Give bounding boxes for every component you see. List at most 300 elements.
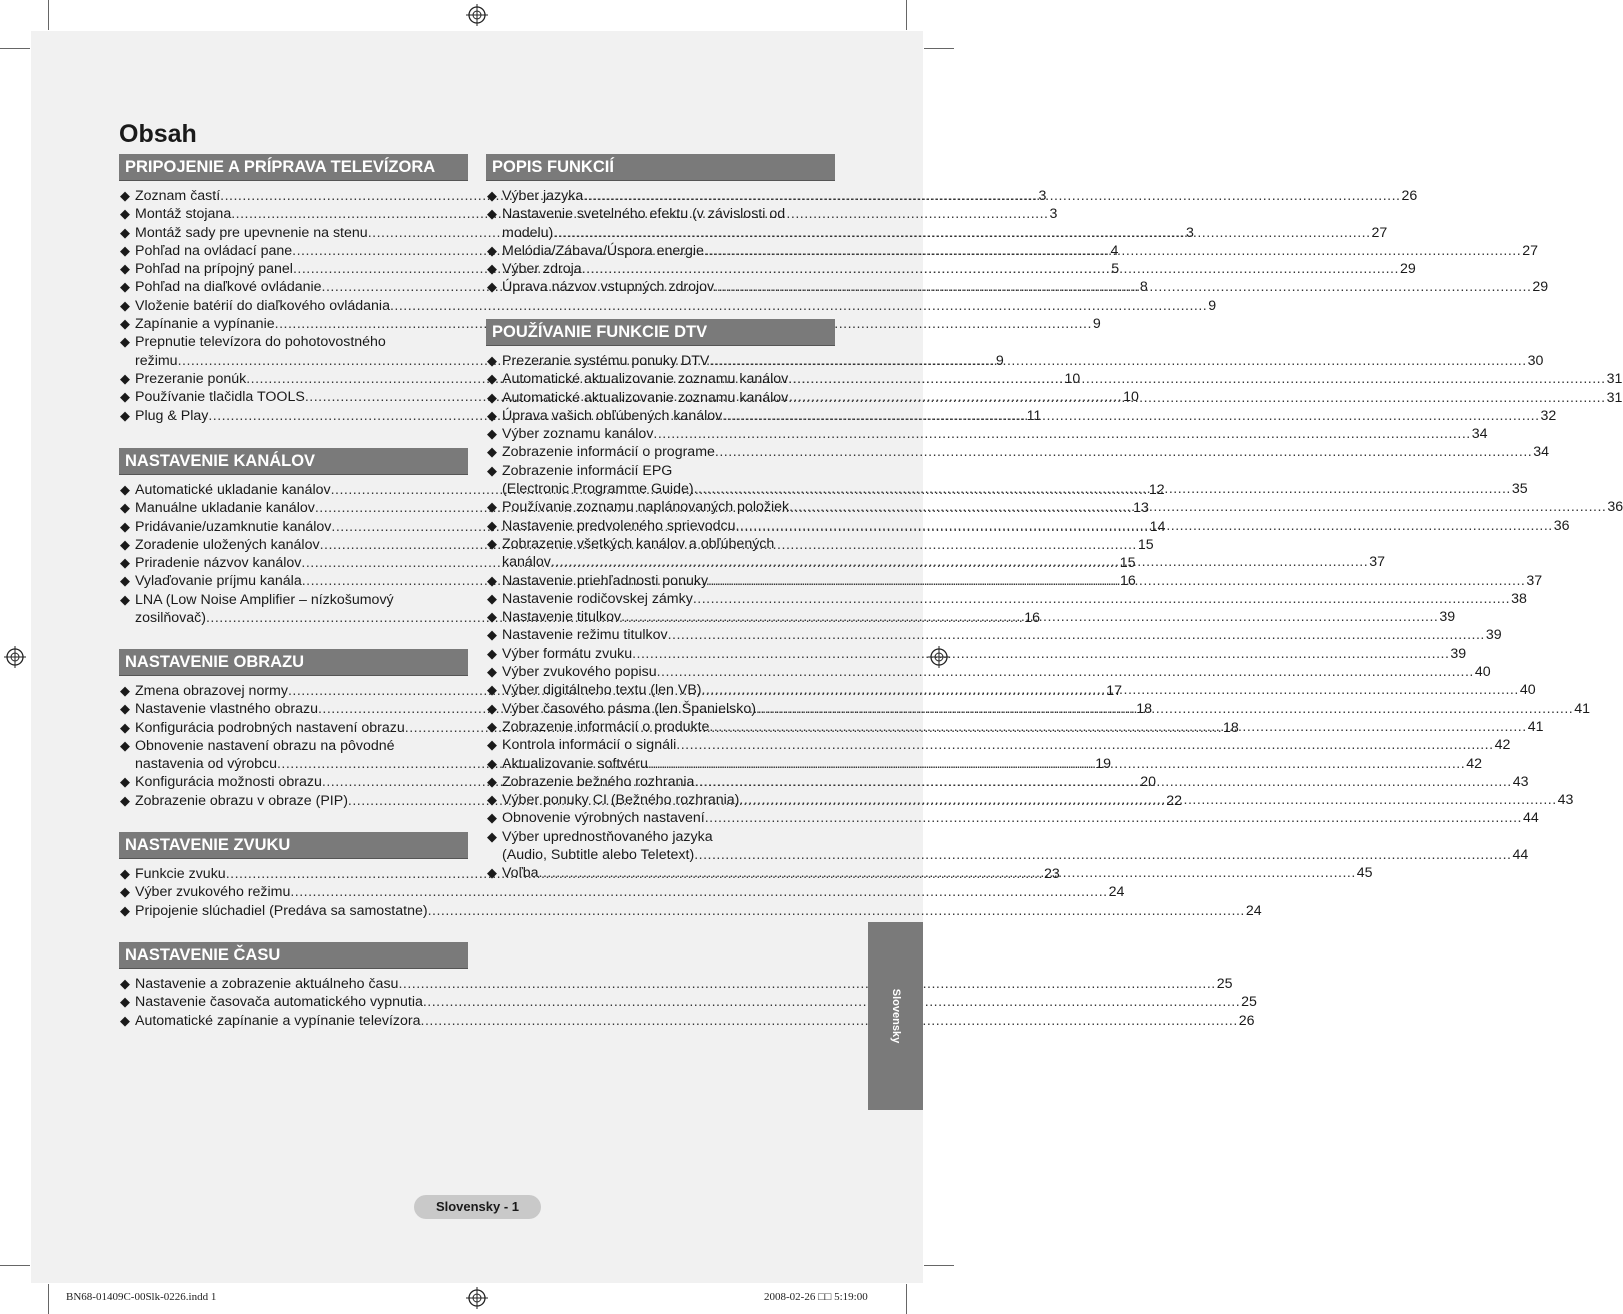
diamond-bullet-icon: ◆	[120, 884, 130, 900]
diamond-bullet-icon: ◆	[120, 591, 130, 607]
diamond-bullet-icon: ◆	[487, 188, 497, 203]
toc-entry-text: Výber digitálneho textu (len VB)	[502, 682, 702, 699]
toc-page-number: 43	[1557, 792, 1574, 809]
diamond-bullet-icon: ◆	[487, 664, 497, 680]
leader-dots	[551, 553, 1368, 571]
leader-dots	[653, 425, 1470, 443]
diamond-bullet-icon: ◆	[120, 334, 130, 350]
page-title: Obsah	[119, 120, 197, 148]
crop-mark	[906, 0, 907, 30]
toc-entry-text: Vloženie batérií do diaľkového ovládania	[135, 297, 390, 314]
diamond-bullet-icon: ◆	[120, 389, 130, 405]
toc-entry-text: Pohľad na diaľkové ovládanie	[135, 279, 322, 296]
leader-dots	[693, 590, 1510, 608]
toc-entry-line	[502, 260, 1416, 278]
leader-dots	[676, 736, 1493, 754]
toc-entry-line	[502, 425, 1488, 443]
side-tab-label: Slovensky	[889, 988, 902, 1044]
diamond-bullet-icon: ◆	[487, 682, 497, 698]
toc-entry[interactable]	[486, 626, 1502, 644]
diamond-bullet-icon: ◆	[120, 774, 130, 790]
diamond-bullet-icon: ◆	[487, 773, 497, 789]
toc-entry-text: Nastavenie a zobrazenie aktuálneho času	[135, 976, 399, 992]
toc-page-number: 16	[1120, 573, 1136, 590]
leader-dots	[788, 370, 1605, 388]
toc-entry-text: Úprava názvov vstupných zdrojov	[502, 279, 715, 296]
diamond-bullet-icon: ◆	[120, 316, 130, 332]
toc-page-number: 39	[1439, 609, 1456, 626]
toc-page-number: 37	[1369, 554, 1385, 571]
toc-entry-text: (Audio, Subtitle alebo Teletext)	[502, 847, 695, 864]
diamond-bullet-icon: ◆	[487, 517, 497, 533]
toc-entry-text: Nastavenie režimu titulkov	[502, 627, 668, 644]
toc-entry[interactable]	[486, 278, 1549, 296]
toc-entry[interactable]	[486, 242, 1538, 260]
diamond-bullet-icon: ◆	[487, 206, 497, 222]
diamond-bullet-icon: ◆	[120, 902, 130, 918]
leader-dots	[553, 224, 1370, 242]
toc-entry-text: Prezeranie ponúk	[135, 370, 247, 387]
toc-page-number: 34	[1533, 444, 1549, 461]
toc-page-number: 15	[1119, 555, 1136, 572]
toc-page-number: 31	[1606, 389, 1623, 406]
toc-page-number: 24	[1245, 902, 1262, 919]
toc-entry-text: Obnovenie nastavení obrazu na pôvodné	[135, 737, 395, 754]
toc-page-number: 5	[1111, 261, 1120, 278]
toc-page-number: 27	[1371, 224, 1388, 241]
toc-page-number: 12	[1148, 482, 1165, 498]
toc-page-number: 18	[1136, 701, 1153, 718]
section-heading: NASTAVENIE ZVUKU	[119, 832, 468, 859]
diamond-bullet-icon: ◆	[120, 518, 130, 534]
section-heading: POUŽÍVANIE FUNKCIE DTV	[486, 319, 835, 346]
toc-entry-line	[135, 297, 1217, 315]
leader-dots	[694, 480, 1511, 498]
toc-entry[interactable]	[119, 1012, 1255, 1030]
toc-page-number: 22	[1166, 792, 1182, 809]
leader-dots	[739, 791, 1556, 809]
toc-entry-line	[502, 187, 1418, 205]
toc-entry-text: zosilňovač)	[135, 610, 206, 627]
diamond-bullet-icon: ◆	[487, 426, 497, 442]
toc-page-number: 9	[1092, 316, 1101, 333]
registration-mark-icon	[466, 4, 488, 26]
toc-entry[interactable]	[486, 590, 1527, 608]
toc-entry-text: Automatické ukladanie kanálov	[135, 482, 331, 498]
diamond-bullet-icon: ◆	[487, 407, 497, 423]
toc-page-number: 39	[1485, 627, 1502, 644]
toc-entry-text: Výber uprednostňovaného jazyka	[502, 828, 713, 845]
toc-entry-text: Pohľad na ovládací pane	[135, 242, 293, 259]
diamond-bullet-icon: ◆	[120, 261, 130, 277]
toc-entry-line	[502, 663, 1491, 681]
toc-entry-text: LNA (Low Noise Amplifier – nízkošumový	[135, 591, 394, 608]
toc-page-number: 20	[1140, 774, 1156, 791]
diamond-bullet-icon: ◆	[120, 555, 130, 571]
toc-entry-text: Výber zvukového režimu	[135, 884, 291, 901]
toc-entry[interactable]	[119, 975, 1233, 993]
toc-entry-text: Nastavenie predvoleného sprievodcu	[502, 517, 736, 534]
toc-entry-line	[135, 975, 1233, 993]
toc-entry-line	[502, 224, 1388, 242]
section-heading: POPIS FUNKCIÍ	[486, 154, 835, 181]
toc-entry[interactable]	[486, 205, 1388, 242]
diamond-bullet-icon: ◆	[487, 371, 497, 387]
toc-entry-text: Zobrazenie obrazu v obraze (PIP)	[135, 792, 348, 809]
toc-page-number: 19	[1095, 756, 1112, 773]
diamond-bullet-icon: ◆	[487, 353, 497, 368]
toc-page-number: 45	[1356, 865, 1373, 882]
toc-entry-text: Výber časového pásma (len Španielsko)	[502, 700, 756, 717]
leader-dots	[290, 883, 1107, 901]
toc-entry-text: Nastavenie svetelného efektu (v závislosti od	[502, 206, 786, 223]
diamond-bullet-icon: ◆	[487, 810, 497, 826]
crop-mark	[48, 1284, 49, 1314]
diamond-bullet-icon: ◆	[120, 536, 130, 552]
diamond-bullet-icon: ◆	[487, 609, 497, 625]
toc-page-number: 44	[1512, 847, 1529, 864]
leader-dots	[648, 755, 1465, 773]
diamond-bullet-icon: ◆	[120, 482, 130, 497]
print-datetime-info: 2008-02-26 □□ 5:19:00	[764, 1291, 868, 1303]
leader-dots	[709, 352, 1526, 370]
leader-dots	[390, 297, 1207, 315]
leader-dots	[694, 773, 1511, 791]
toc-entry-text: Používanie tlačidla TOOLS	[135, 389, 305, 406]
diamond-bullet-icon: ◆	[120, 792, 130, 808]
diamond-bullet-icon: ◆	[120, 407, 130, 423]
toc-entry-line	[502, 645, 1467, 663]
toc-entry-text: Melódia/Zábava/Úspora energie	[502, 242, 704, 259]
toc-entry-text: Pohľad na prípojný panel	[135, 261, 293, 278]
diamond-bullet-icon: ◆	[487, 700, 497, 716]
toc-entry-line	[135, 883, 1125, 901]
toc-page-number: 29	[1399, 261, 1416, 278]
toc-entry-text: Zobrazenie informácií o programe	[502, 444, 715, 461]
toc-entry-text: Aktualizovanie softvéru	[502, 755, 648, 772]
toc-page-number: 29	[1532, 279, 1549, 296]
diamond-bullet-icon: ◆	[487, 535, 497, 551]
toc-entry-text: (Electronic Programme Guide)	[502, 481, 694, 498]
leader-dots	[582, 260, 1399, 278]
toc-entry-line	[135, 554, 1136, 572]
toc-entry-text: Funkcie zvuku	[135, 866, 226, 882]
toc-entry-text: Prepnutie televízora do pohotovostného	[135, 334, 386, 351]
leader-dots	[621, 608, 1438, 626]
toc-page-number: 26	[1238, 1012, 1255, 1029]
crop-mark	[924, 1265, 954, 1266]
leader-dots	[709, 718, 1526, 736]
section-heading: PRIPOJENIE A PRÍPRAVA TELEVÍZORA	[119, 154, 468, 181]
diamond-bullet-icon: ◆	[120, 994, 130, 1010]
toc-entry-text: Zoznam častí	[135, 188, 221, 204]
toc-entry-text: Automatické aktualizovanie zoznamu kanálov	[502, 389, 789, 406]
toc-entry-text: nastavenia od výrobcu	[135, 756, 277, 773]
section-popis-funkcii	[486, 154, 1549, 297]
toc-entry[interactable]	[119, 554, 1136, 572]
toc-page-number: 9	[995, 352, 1004, 369]
leader-dots	[704, 242, 1521, 260]
diamond-bullet-icon: ◆	[487, 444, 497, 460]
diamond-bullet-icon: ◆	[120, 224, 130, 240]
toc-entry-text: modelu)	[502, 224, 554, 241]
toc-entry[interactable]	[119, 883, 1125, 901]
toc-entry-line	[135, 993, 1257, 1011]
toc-entry[interactable]	[486, 260, 1416, 278]
section-heading: NASTAVENIE KANÁLOV	[119, 448, 468, 475]
diamond-bullet-icon: ◆	[487, 865, 497, 881]
toc-entry-text: Zoradenie uložených kanálov	[135, 536, 320, 553]
leader-dots	[583, 187, 1400, 205]
toc-entry-text: Obnovenie výrobných nastavení	[502, 810, 705, 827]
toc-entry[interactable]	[486, 736, 1511, 754]
toc-entry-text: Nastavenie vlastného obrazu	[135, 701, 318, 718]
toc-entry-line	[502, 242, 1538, 260]
diamond-bullet-icon: ◆	[120, 297, 130, 313]
toc-page-number: 25	[1241, 994, 1257, 1011]
toc-entry-text: Konfigurácia podrobných nastavení obrazu	[135, 719, 405, 736]
toc-entry-line	[502, 590, 1527, 608]
leader-dots	[428, 902, 1245, 920]
toc-page-number: 44	[1522, 810, 1539, 827]
diamond-bullet-icon: ◆	[487, 627, 497, 643]
crop-mark	[0, 48, 30, 49]
toc-page-number: 43	[1512, 773, 1529, 790]
diamond-bullet-icon: ◆	[120, 500, 130, 516]
toc-entry-text: Zapínanie a vypínanie	[135, 316, 275, 333]
diamond-bullet-icon: ◆	[487, 755, 497, 771]
diamond-bullet-icon: ◆	[487, 389, 497, 405]
leader-dots	[788, 389, 1605, 407]
toc-entry-text: Zobrazenie bežného rozhrania	[502, 773, 695, 790]
toc-entry-text: Montáž sady pre upevnenie na stenu	[135, 224, 368, 241]
leader-dots	[756, 700, 1573, 718]
toc-entry-text: Plug & Play	[135, 407, 209, 424]
toc-entry-text: Pripojenie slúchadiel (Predáva sa samostatne)	[135, 902, 428, 919]
toc-entry-line	[502, 352, 1544, 370]
leader-dots	[423, 993, 1240, 1011]
toc-entry-line	[135, 902, 1262, 920]
toc-entry-line	[502, 443, 1549, 461]
toc-entry-text: Úprava vašich obľúbených kanálov	[502, 407, 723, 424]
toc-page-number: 41	[1574, 700, 1590, 717]
toc-page-number: 3	[1185, 224, 1194, 241]
toc-page-number: 40	[1474, 664, 1491, 681]
diamond-bullet-icon: ◆	[487, 462, 497, 478]
toc-entry-text: Zmena obrazovej normy	[135, 683, 288, 699]
toc-entry-text: Kontrola informácií o signáli	[502, 737, 677, 754]
print-file-info: BN68-01409C-00Slk-0226.indd 1	[66, 1291, 217, 1303]
toc-entry-text: Nastavenie časovača automatického vypnutia	[135, 994, 423, 1011]
toc-entry-text: Nastavenie priehľadnosti ponuky	[502, 572, 709, 589]
toc-entry-text: Prezeranie systému ponuky DTV	[502, 353, 710, 369]
toc-page-number: 37	[1526, 572, 1543, 589]
section-heading: NASTAVENIE ČASU	[119, 942, 468, 969]
diamond-bullet-icon: ◆	[120, 573, 130, 589]
toc-page-number: 40	[1519, 682, 1536, 699]
toc-page-number: 24	[1108, 884, 1125, 901]
toc-page-number: 18	[1223, 719, 1239, 736]
diamond-bullet-icon: ◆	[120, 1012, 130, 1028]
toc-entry-text: Vylaďovanie príjmu kanála	[135, 573, 302, 590]
leader-dots	[722, 407, 1539, 425]
toc-entry-line	[502, 626, 1502, 644]
leader-dots	[735, 517, 1552, 535]
toc-page-number: 42	[1466, 755, 1482, 772]
toc-page-number: 17	[1106, 683, 1123, 699]
toc-page-number: 10	[1064, 370, 1081, 387]
toc-page-number: 3	[1049, 206, 1058, 223]
toc-entry-text: Výber zvukového popisu	[502, 664, 657, 681]
toc-entry-text: Konfigurácia možnosti obrazu	[135, 774, 322, 791]
diamond-bullet-icon: ◆	[487, 242, 497, 258]
leader-dots	[715, 443, 1532, 461]
toc-entry-line	[502, 736, 1511, 754]
diamond-bullet-icon: ◆	[120, 206, 130, 222]
diamond-bullet-icon: ◆	[487, 792, 497, 808]
toc-page-number: 32	[1540, 407, 1557, 424]
toc-entry-text: Pridávanie/uzamknutie kanálov	[135, 518, 332, 535]
toc-page-number: 25	[1216, 976, 1233, 992]
diamond-bullet-icon: ◆	[120, 701, 130, 717]
diamond-bullet-icon: ◆	[487, 499, 497, 515]
toc-entry-line	[502, 278, 1549, 296]
toc-entry[interactable]	[486, 443, 1549, 461]
diamond-bullet-icon: ◆	[120, 719, 130, 735]
toc-entry-text: Montáž stojana	[135, 206, 232, 223]
toc-page-number: 10	[1123, 389, 1139, 406]
diamond-bullet-icon: ◆	[487, 718, 497, 734]
crop-mark	[924, 48, 954, 49]
leader-dots	[708, 572, 1525, 590]
toc-page-number: 34	[1471, 426, 1488, 443]
toc-page-number: 9	[1208, 297, 1217, 314]
toc-page-number: 42	[1494, 737, 1511, 754]
toc-page-number: 36	[1553, 517, 1570, 534]
diamond-bullet-icon: ◆	[120, 683, 130, 698]
diamond-bullet-icon: ◆	[120, 188, 130, 203]
page-number-badge: Slovensky - 1	[414, 1195, 541, 1219]
diamond-bullet-icon: ◆	[120, 737, 130, 753]
toc-entry-text: Výber ponuky CI (Bežného rozhrania)	[502, 792, 740, 809]
toc-entry-text: Nastavenie rodičovskej zámky	[502, 590, 693, 607]
language-side-tab	[868, 922, 923, 1110]
toc-entry-line	[135, 1012, 1255, 1030]
toc-page-number: 38	[1511, 590, 1527, 607]
diamond-bullet-icon: ◆	[120, 866, 130, 881]
toc-entry[interactable]	[486, 187, 1418, 205]
toc-page-number: 16	[1024, 610, 1041, 627]
toc-entry-text: Voľba	[502, 865, 539, 882]
section-heading: NASTAVENIE OBRAZU	[119, 649, 468, 676]
toc-entry-text: Výber zoznamu kanálov	[502, 426, 654, 443]
toc-entry-text: Priradenie názvov kanálov	[135, 555, 302, 572]
toc-page-number: 31	[1606, 371, 1623, 388]
toc-entry-text: Zobrazenie všetkých kanálov a obľúbených	[502, 535, 775, 552]
toc-entry[interactable]	[119, 902, 1262, 920]
diamond-bullet-icon: ◆	[487, 279, 497, 295]
registration-mark-icon	[466, 1287, 488, 1309]
toc-page-number: 26	[1401, 188, 1418, 204]
leader-dots	[702, 681, 1519, 699]
leader-dots	[539, 864, 1356, 882]
diamond-bullet-icon: ◆	[487, 737, 497, 753]
toc-page-number: 41	[1527, 718, 1544, 735]
toc-entry[interactable]	[119, 297, 1217, 315]
leader-dots	[657, 663, 1474, 681]
toc-list	[486, 187, 1549, 297]
toc-entry-text: Výber formátu zvuku	[502, 645, 633, 662]
diamond-bullet-icon: ◆	[487, 261, 497, 277]
toc-page-number: 4	[1110, 242, 1119, 259]
crop-mark	[0, 1265, 30, 1266]
crop-mark	[906, 1284, 907, 1314]
diamond-bullet-icon: ◆	[487, 590, 497, 606]
leader-dots	[668, 626, 1485, 644]
toc-page-number: 23	[1043, 866, 1060, 882]
toc-entry[interactable]	[486, 425, 1488, 443]
toc-entry-text: Výber jazyka	[502, 188, 584, 204]
registration-mark-icon	[4, 646, 26, 668]
toc-entry[interactable]	[486, 352, 1544, 370]
toc-entry-line	[502, 809, 1539, 827]
toc-entry-text: Zobrazenie informácií o produkte	[502, 718, 710, 735]
toc-entry-text: Zobrazenie informácií EPG	[502, 462, 673, 479]
toc-page-number: 30	[1527, 353, 1544, 369]
toc-page-number: 11	[1026, 407, 1042, 424]
leader-dots	[789, 498, 1606, 516]
leader-dots	[705, 809, 1522, 827]
toc-entry[interactable]	[486, 663, 1491, 681]
toc-entry-text: Automatické aktualizovanie zoznamu kanálov	[502, 371, 789, 388]
leader-dots	[694, 846, 1511, 864]
diamond-bullet-icon: ◆	[487, 645, 497, 661]
toc-entry-text: Manuálne ukladanie kanálov	[135, 500, 315, 517]
toc-entry-text: Výber zdroja	[502, 261, 582, 278]
toc-entry-text: režimu	[135, 352, 178, 369]
crop-mark	[48, 0, 49, 30]
diamond-bullet-icon: ◆	[120, 242, 130, 258]
toc-entry-text: kanálov	[502, 554, 551, 571]
toc-page-number: 8	[1139, 279, 1148, 296]
diamond-bullet-icon: ◆	[487, 828, 497, 844]
leader-dots	[398, 975, 1215, 993]
toc-page-number: 39	[1450, 645, 1467, 662]
toc-entry-line	[502, 846, 1529, 864]
toc-entry[interactable]	[486, 809, 1539, 827]
toc-entry-text: Automatické zapínanie a vypínanie televízora	[135, 1012, 421, 1029]
toc-page-number: 15	[1137, 536, 1154, 553]
diamond-bullet-icon: ◆	[120, 370, 130, 386]
toc-entry[interactable]	[486, 645, 1467, 663]
diamond-bullet-icon: ◆	[120, 279, 130, 295]
leader-dots	[714, 278, 1531, 296]
leader-dots	[632, 645, 1449, 663]
toc-page-number: 35	[1511, 481, 1528, 498]
diamond-bullet-icon: ◆	[487, 572, 497, 588]
toc-page-number: 13	[1133, 500, 1149, 517]
toc-page-number: 3	[1038, 188, 1047, 204]
toc-entry-text: Nastavenie titulkov	[502, 609, 622, 626]
toc-entry[interactable]	[486, 828, 1529, 865]
toc-page-number: 36	[1607, 499, 1623, 516]
toc-page-number: 27	[1522, 242, 1538, 259]
toc-entry-text: Používanie zoznamu naplánovaných položiek	[502, 499, 790, 516]
toc-entry[interactable]	[119, 993, 1257, 1011]
leader-dots	[421, 1012, 1238, 1030]
toc-page-number: 14	[1149, 518, 1166, 535]
diamond-bullet-icon: ◆	[120, 976, 130, 991]
